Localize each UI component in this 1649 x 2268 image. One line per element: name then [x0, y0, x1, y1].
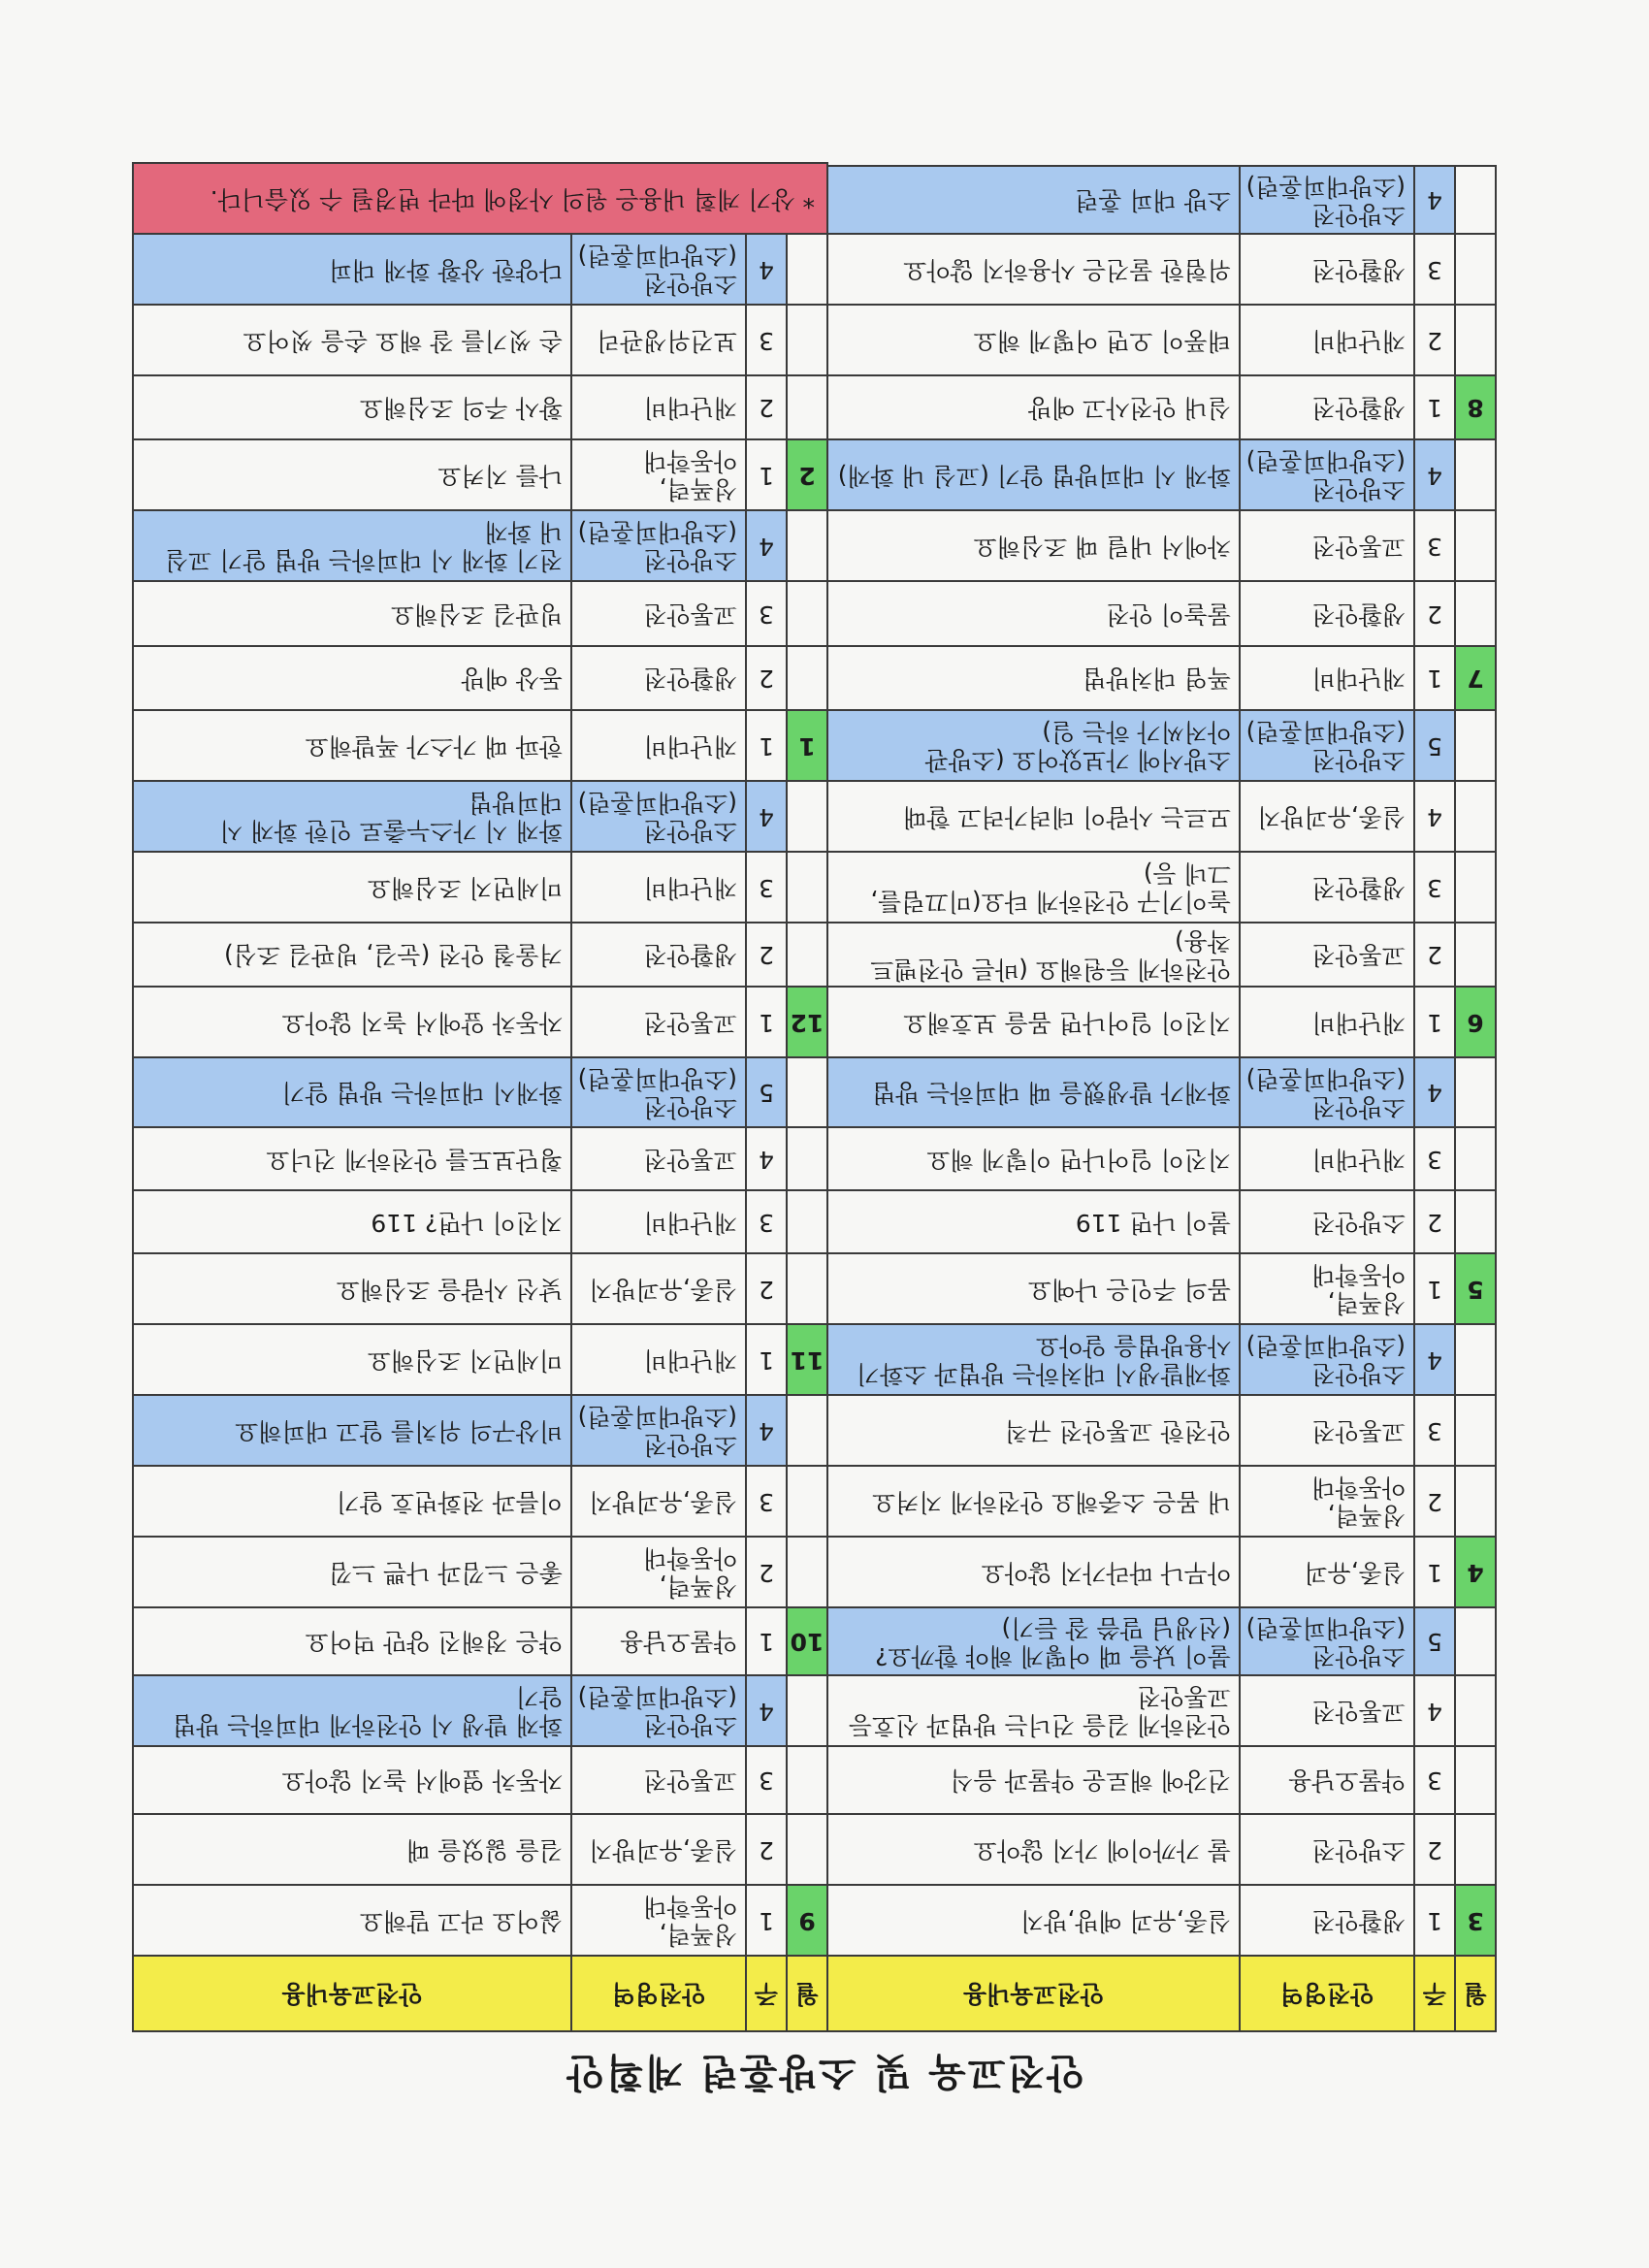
week-number-cell: 1: [1414, 646, 1455, 710]
month-cell: 9: [787, 1885, 827, 1956]
table-row: [827, 581, 1496, 646]
safety-area-cell: 재난대비: [1240, 987, 1414, 1057]
safety-area-cell: 성폭력,아동학대: [1240, 1466, 1414, 1537]
safety-area-cell: 재난대비: [571, 710, 746, 781]
safety-topic-cell: 안전하게 등원해요 (바른 안전벨트 착용): [827, 923, 1240, 987]
safety-topic-cell: 화재가 발생했을 때 대피하는 방법: [827, 1057, 1240, 1127]
table-row: [133, 375, 827, 439]
note-row: [133, 163, 827, 234]
header-week: 월: [787, 1956, 827, 2031]
header-topic: 안전교육내용: [827, 1956, 1240, 2031]
table-row: [827, 1814, 1496, 1885]
table-row: [133, 646, 827, 710]
month-cell: [1455, 852, 1496, 923]
month-cell: [787, 1466, 827, 1537]
month-cell: [1455, 510, 1496, 581]
week-number-cell: 3: [746, 1746, 787, 1814]
safety-topic-cell: 전기 화재 시 대피하는 방법 알기 교실 내 화재: [133, 510, 571, 581]
month-cell: [787, 1190, 827, 1253]
safety-topic-cell: 건강에 해로운 약물과 음식: [827, 1746, 1240, 1814]
safety-area-cell: 성폭력,아동학대: [1240, 1253, 1414, 1324]
safety-topic-cell: 불이 나면 119: [827, 1190, 1240, 1253]
safety-area-cell: 교통안전: [571, 581, 746, 646]
table-row: [827, 923, 1496, 987]
safety-area-cell: 재난대비: [1240, 305, 1414, 375]
safety-area-cell: 소방안전(소방대피훈련): [571, 781, 746, 852]
month-cell: [1455, 1395, 1496, 1466]
month-cell: [787, 1253, 827, 1324]
safety-area-cell: 교통안전: [1240, 923, 1414, 987]
week-number-cell: 5: [1414, 1607, 1455, 1675]
month-cell: [787, 1814, 827, 1885]
week-number-cell: 4: [1414, 781, 1455, 852]
safety-area-cell: 재난대비: [571, 1190, 746, 1253]
month-cell: [787, 375, 827, 439]
safety-area-cell: 소방안전(소방대피훈련): [571, 1057, 746, 1127]
safety-topic-cell: 미세먼지 조심해요: [133, 852, 571, 923]
schedule-table-right: [132, 162, 828, 2032]
week-number-cell: 4: [746, 1127, 787, 1190]
safety-topic-cell: 화재 발생 시 안전하게 대피하는 방법 알기: [133, 1675, 571, 1746]
safety-area-cell: 생활안전: [1240, 852, 1414, 923]
safety-area-cell: 소방안전(소방대피훈련): [1240, 1324, 1414, 1395]
week-number-cell: 3: [746, 581, 787, 646]
safety-topic-cell: 불이 났을 때 어떻게 해야 할까요?(선생님 말씀 잘 듣기): [827, 1607, 1240, 1675]
safety-topic-cell: 미세먼지 조심해요: [133, 1324, 571, 1395]
safety-topic-cell: 자동차 옆에서 놀지 않아요: [133, 1746, 571, 1814]
week-number-cell: 2: [746, 1537, 787, 1607]
safety-area-cell: 소방안전(소방대피훈련): [1240, 1607, 1414, 1675]
week-number-cell: 3: [746, 852, 787, 923]
month-cell: [787, 1127, 827, 1190]
header-no: 주: [1414, 1956, 1455, 2031]
week-number-cell: 1: [746, 1324, 787, 1395]
safety-area-cell: 보건위생관리: [571, 305, 746, 375]
safety-area-cell: 소방안전(소방대피훈련): [1240, 1057, 1414, 1127]
month-cell: [1455, 1190, 1496, 1253]
table-row: [133, 510, 827, 581]
safety-area-cell: 생활안전: [571, 923, 746, 987]
month-cell: [1455, 1675, 1496, 1746]
week-number-cell: 1: [746, 710, 787, 781]
table-row: [827, 510, 1496, 581]
week-number-cell: 4: [746, 510, 787, 581]
month-cell: 2: [787, 439, 827, 510]
safety-area-cell: 생활안전: [1240, 581, 1414, 646]
month-cell: [787, 1675, 827, 1746]
safety-topic-cell: 겨울철 안전 (눈길, 빙판길 조심): [133, 923, 571, 987]
week-number-cell: 3: [746, 1190, 787, 1253]
table-row: [133, 987, 827, 1057]
week-number-cell: 2: [1414, 1814, 1455, 1885]
table-row: [827, 646, 1496, 710]
week-number-cell: 4: [746, 781, 787, 852]
safety-topic-cell: 다양한 상황 화재 대피: [133, 234, 571, 305]
month-cell: [787, 1746, 827, 1814]
month-cell: [787, 234, 827, 305]
week-number-cell: 2: [746, 1253, 787, 1324]
week-number-cell: 2: [746, 375, 787, 439]
month-cell: [787, 305, 827, 375]
safety-area-cell: 재난대비: [571, 852, 746, 923]
safety-area-cell: 실종,유괴방지: [1240, 781, 1414, 852]
safety-topic-cell: 길을 잃었을 때: [133, 1814, 571, 1885]
table-row: [827, 1607, 1496, 1675]
safety-area-cell: 교통안전: [571, 987, 746, 1057]
safety-topic-cell: 비상구의 위치를 알고 대피해요: [133, 1395, 571, 1466]
month-cell: [1455, 781, 1496, 852]
week-number-cell: 1: [1414, 1885, 1455, 1956]
month-cell: 6: [1455, 987, 1496, 1057]
table-row: [827, 1253, 1496, 1324]
safety-area-cell: 재난대비: [1240, 646, 1414, 710]
safety-topic-cell: 화재발생시 대처하는 방법과 소화기 사용방법을 알아요: [827, 1324, 1240, 1395]
safety-area-cell: 소방안전(소방대피훈련): [1240, 710, 1414, 781]
week-number-cell: 3: [1414, 1127, 1455, 1190]
week-number-cell: 1: [746, 1885, 787, 1956]
month-cell: [1455, 166, 1496, 234]
week-number-cell: 2: [1414, 1466, 1455, 1537]
safety-area-cell: 약물오남용: [571, 1607, 746, 1675]
week-number-cell: 4: [1414, 1675, 1455, 1746]
table-row: [133, 305, 827, 375]
safety-area-cell: 소방안전(소방대피훈련): [1240, 439, 1414, 510]
safety-topic-cell: 한파 때 가스가 폭발해요: [133, 710, 571, 781]
safety-area-cell: 성폭력,아동학대: [571, 1537, 746, 1607]
month-cell: 8: [1455, 375, 1496, 439]
week-number-cell: 1: [1414, 1253, 1455, 1324]
table-row: [133, 1466, 827, 1537]
safety-topic-cell: 싫어요 라고 말해요: [133, 1885, 571, 1956]
header-no: 주: [746, 1956, 787, 2031]
month-cell: [1455, 1324, 1496, 1395]
month-cell: [787, 1537, 827, 1607]
safety-topic-cell: 황사 주의 조심해요: [133, 375, 571, 439]
safety-topic-cell: 소방서에 가보았어요 (소방관 아저씨가 하는 일): [827, 710, 1240, 781]
table-row: [133, 234, 827, 305]
safety-area-cell: 교통안전: [1240, 1675, 1414, 1746]
table-body-right: [133, 163, 827, 1956]
safety-topic-cell: 몸의 주인은 나예요: [827, 1253, 1240, 1324]
table-row: [133, 1746, 827, 1814]
month-cell: [787, 1057, 827, 1127]
safety-area-cell: 실종,유괴방지: [571, 1814, 746, 1885]
week-number-cell: 3: [1414, 1395, 1455, 1466]
safety-area-cell: 재난대비: [571, 1324, 746, 1395]
safety-area-cell: 교통안전: [1240, 510, 1414, 581]
week-number-cell: 2: [1414, 923, 1455, 987]
safety-topic-cell: 손 씻기를 잘 해요 손을 씻어요: [133, 305, 571, 375]
table-row: [133, 923, 827, 987]
month-cell: [1455, 305, 1496, 375]
table-row: [827, 305, 1496, 375]
table-row: [133, 1190, 827, 1253]
table-row: [827, 710, 1496, 781]
table-row: [827, 375, 1496, 439]
table-row: [827, 987, 1496, 1057]
table-row: [133, 1324, 827, 1395]
week-number-cell: 3: [1414, 510, 1455, 581]
week-number-cell: 2: [746, 646, 787, 710]
safety-topic-cell: 차에서 내릴 때 조심해요: [827, 510, 1240, 581]
table-row: [827, 781, 1496, 852]
table-row: [133, 1127, 827, 1190]
safety-topic-cell: 태풍이 오면 어떻게 해요: [827, 305, 1240, 375]
safety-topic-cell: 불 가까이에 가지 않아요: [827, 1814, 1240, 1885]
safety-area-cell: 교통안전: [1240, 1395, 1414, 1466]
safety-area-cell: 재난대비: [571, 375, 746, 439]
table-row: [827, 1746, 1496, 1814]
month-cell: [1455, 1466, 1496, 1537]
safety-topic-cell: 빙판길 조심해요: [133, 581, 571, 646]
week-number-cell: 1: [1414, 375, 1455, 439]
month-cell: [1455, 923, 1496, 987]
safety-area-cell: 실종,유괴방지: [571, 1253, 746, 1324]
safety-area-cell: 성폭력,아동학대: [571, 439, 746, 510]
safety-topic-cell: 실내 안전사고 예방: [827, 375, 1240, 439]
safety-topic-cell: 좋은 느낌과 나쁜 느낌: [133, 1537, 571, 1607]
table-row: [133, 1814, 827, 1885]
table-header-row: [133, 1956, 827, 2031]
safety-topic-cell: 동상 예방: [133, 646, 571, 710]
safety-topic-cell: 지진이 일어나면 몸을 보호해요: [827, 987, 1240, 1057]
week-number-cell: 1: [746, 987, 787, 1057]
safety-topic-cell: 안전하게 길을 건너는 방법과 신호등 교통안전: [827, 1675, 1240, 1746]
safety-topic-cell: 이름과 전화번호 알기: [133, 1466, 571, 1537]
table-row: [133, 1675, 827, 1746]
week-number-cell: 2: [1414, 305, 1455, 375]
week-number-cell: 2: [746, 1814, 787, 1885]
safety-area-cell: 소방안전(소방대피훈련): [571, 1395, 746, 1466]
safety-area-cell: 소방안전(소방대피훈련): [571, 1675, 746, 1746]
week-number-cell: 1: [1414, 987, 1455, 1057]
month-cell: [1455, 1127, 1496, 1190]
month-cell: [787, 510, 827, 581]
month-cell: [787, 581, 827, 646]
week-number-cell: 3: [746, 1466, 787, 1537]
table-row: [133, 852, 827, 923]
week-number-cell: 3: [746, 305, 787, 375]
month-cell: [787, 852, 827, 923]
safety-topic-cell: 낯선 사람을 조심해요: [133, 1253, 571, 1324]
header-week: 월: [1455, 1956, 1496, 2031]
schedule-table-left: [826, 165, 1497, 2032]
safety-area-cell: 소방안전: [1240, 1190, 1414, 1253]
week-number-cell: 1: [746, 1607, 787, 1675]
table-row: [827, 166, 1496, 234]
month-cell: 7: [1455, 646, 1496, 710]
safety-area-cell: 소방안전: [1240, 1814, 1414, 1885]
table-row: [827, 439, 1496, 510]
week-number-cell: 4: [1414, 439, 1455, 510]
month-cell: [787, 923, 827, 987]
safety-area-cell: 교통안전: [571, 1746, 746, 1814]
table-row: [827, 234, 1496, 305]
header-area: 안전영역: [571, 1956, 746, 2031]
safety-topic-cell: 놀이기구 안전하게 타요(미끄럼틀, 그네 등): [827, 852, 1240, 923]
safety-topic-cell: 안전한 교통안전 규칙: [827, 1395, 1240, 1466]
table-row: [133, 1057, 827, 1127]
month-cell: [787, 781, 827, 852]
week-number-cell: 3: [1414, 852, 1455, 923]
safety-topic-cell: 아무나 따라가지 않아요: [827, 1537, 1240, 1607]
safety-area-cell: 소방안전(소방대피훈련): [1240, 166, 1414, 234]
month-cell: 5: [1455, 1253, 1496, 1324]
week-number-cell: 4: [746, 234, 787, 305]
safety-area-cell: 약물오남용: [1240, 1746, 1414, 1814]
week-number-cell: 1: [1414, 1537, 1455, 1607]
safety-topic-cell: 모르는 사람이 데려가려고 할때: [827, 781, 1240, 852]
safety-area-cell: 생활안전: [1240, 234, 1414, 305]
week-number-cell: 4: [1414, 166, 1455, 234]
safety-topic-cell: 약은 정해진 양만 먹어요: [133, 1607, 571, 1675]
month-cell: [787, 646, 827, 710]
week-number-cell: 5: [1414, 710, 1455, 781]
safety-area-cell: 성폭력,아동학대: [571, 1885, 746, 1956]
safety-area-cell: 생활안전: [571, 646, 746, 710]
month-cell: [1455, 1607, 1496, 1675]
month-cell: [1455, 581, 1496, 646]
table-row: [133, 439, 827, 510]
month-cell: 12: [787, 987, 827, 1057]
table-body-left: [827, 166, 1496, 1956]
table-row: [133, 1253, 827, 1324]
document-title: 안전교육 및 소방훈련 계획안: [565, 2050, 1084, 2094]
safety-topic-cell: 화재 시 가스누출로 인한 화재 시 대피방법: [133, 781, 571, 852]
safety-topic-cell: 지진이 일어나면 이렇게 해요: [827, 1127, 1240, 1190]
month-cell: [1455, 439, 1496, 510]
header-topic: 안전교육내용: [133, 1956, 571, 2031]
table-row: [827, 1190, 1496, 1253]
month-cell: 4: [1455, 1537, 1496, 1607]
week-number-cell: 2: [746, 923, 787, 987]
week-number-cell: 5: [746, 1057, 787, 1127]
week-number-cell: 4: [746, 1675, 787, 1746]
table-row: [827, 1537, 1496, 1607]
month-cell: [1455, 710, 1496, 781]
safety-topic-cell: 위험한 물건은 사용하지 않아요: [827, 234, 1240, 305]
table-row: [827, 1127, 1496, 1190]
table-row: [133, 1885, 827, 1956]
safety-topic-cell: 지진이 나면? 119: [133, 1190, 571, 1253]
safety-area-cell: 생활안전: [1240, 375, 1414, 439]
table-row: [133, 710, 827, 781]
safety-area-cell: 재난대비: [1240, 1127, 1414, 1190]
table-row: [133, 1607, 827, 1675]
table-row: [827, 1395, 1496, 1466]
safety-topic-cell: 실종,유괴 예방,방지: [827, 1885, 1240, 1956]
month-cell: [1455, 1814, 1496, 1885]
table-row: [827, 1057, 1496, 1127]
table-row: [827, 1466, 1496, 1537]
safety-area-cell: 소방안전(소방대피훈련): [571, 510, 746, 581]
week-number-cell: 4: [746, 1395, 787, 1466]
safety-topic-cell: 화재시 대피하는 방법 알기: [133, 1057, 571, 1127]
month-cell: [787, 1395, 827, 1466]
safety-topic-cell: 화재 시 대피방법 알기 (교실 내 화재): [827, 439, 1240, 510]
week-number-cell: 2: [1414, 581, 1455, 646]
safety-topic-cell: 폭염 대처방법: [827, 646, 1240, 710]
table-row: [827, 852, 1496, 923]
safety-area-cell: 실종,유괴방지: [571, 1466, 746, 1537]
month-cell: 10: [787, 1607, 827, 1675]
safety-topic-cell: 물놀이 안전: [827, 581, 1240, 646]
safety-topic-cell: 소방 대피 훈련: [827, 166, 1240, 234]
week-number-cell: 1: [746, 439, 787, 510]
week-number-cell: 3: [1414, 234, 1455, 305]
table-row: [133, 781, 827, 852]
month-cell: [1455, 1057, 1496, 1127]
week-number-cell: 2: [1414, 1190, 1455, 1253]
safety-area-cell: 교통안전: [571, 1127, 746, 1190]
safety-topic-cell: 나를 지켜요: [133, 439, 571, 510]
table-row: [827, 1324, 1496, 1395]
week-number-cell: 4: [1414, 1324, 1455, 1395]
table-header-row: [827, 1956, 1496, 2031]
safety-area-cell: 실종,유괴: [1240, 1537, 1414, 1607]
week-number-cell: 3: [1414, 1746, 1455, 1814]
month-cell: [1455, 1746, 1496, 1814]
table-row: [133, 581, 827, 646]
table-row: [133, 1395, 827, 1466]
safety-topic-cell: 횡단보도를 안전하게 건너요: [133, 1127, 571, 1190]
safety-topic-cell: 내 몸은 소중해요 안전하게 지켜요: [827, 1466, 1240, 1537]
table-row: [133, 1537, 827, 1607]
month-cell: 1: [787, 710, 827, 781]
header-area: 안전영역: [1240, 1956, 1414, 2031]
week-number-cell: 4: [1414, 1057, 1455, 1127]
safety-area-cell: 소방안전(소방대피훈련): [571, 234, 746, 305]
month-cell: 3: [1455, 1885, 1496, 1956]
safety-topic-cell: 자동차 앞에서 놀지 않아요: [133, 987, 571, 1057]
month-cell: [1455, 234, 1496, 305]
month-cell: 11: [787, 1324, 827, 1395]
table-row: [827, 1675, 1496, 1746]
table-row: [827, 1885, 1496, 1956]
safety-area-cell: 생활안전: [1240, 1885, 1414, 1956]
plan-change-note: * 상기 계획 내용은 원의 사정에 따라 변경될 수 있습니다.: [133, 163, 827, 234]
